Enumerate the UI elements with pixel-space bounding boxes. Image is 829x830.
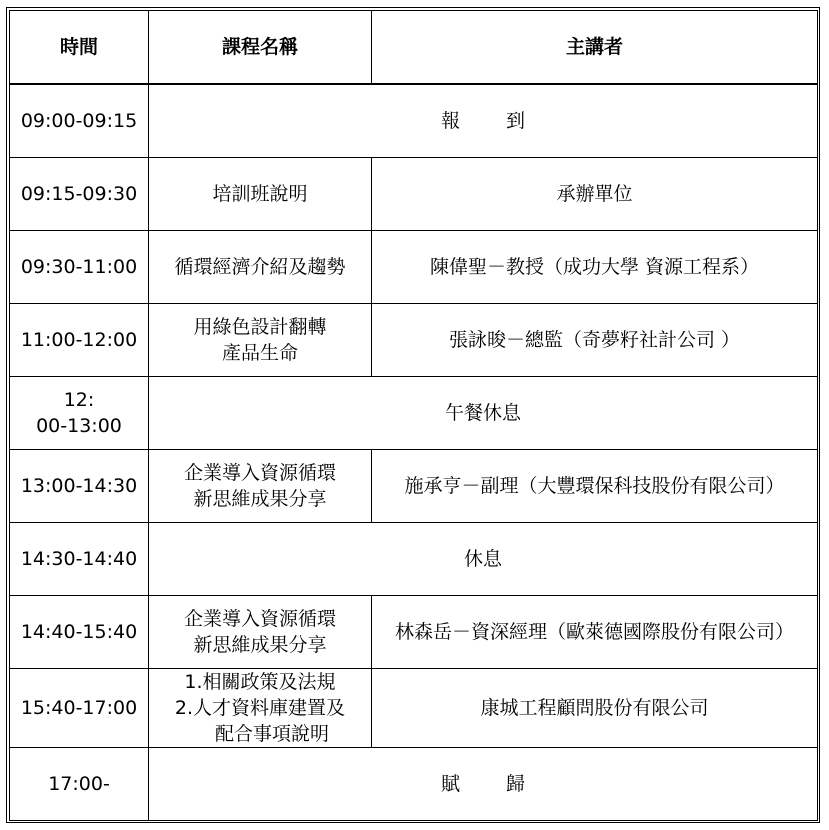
table-row xyxy=(10,376,818,449)
course-line: 新思維成果分享 xyxy=(193,487,327,510)
merged-text-2: 歸 xyxy=(506,772,526,795)
course-line: 產品生命 xyxy=(221,341,298,364)
table-row xyxy=(10,449,818,522)
time-cell: 09:00-09:15 xyxy=(10,84,149,157)
time-cell: 09:15-09:30 xyxy=(10,157,149,230)
table-row xyxy=(10,303,818,376)
merged-cell: 休息 xyxy=(149,522,818,595)
table-row xyxy=(10,522,818,595)
course-cell: 循環經濟介紹及趨勢 xyxy=(149,230,372,303)
time-cell: 11:00-12:00 xyxy=(10,303,149,376)
speaker-cell: 陳偉聖－教授（成功大學 資源工程系） xyxy=(372,230,818,303)
table-row xyxy=(10,230,818,303)
course-cell xyxy=(149,303,372,376)
header-course: 課程名稱 xyxy=(149,11,372,85)
table-row xyxy=(10,595,818,668)
course-cell xyxy=(149,449,372,522)
speaker-cell: 張詠晙－總監（奇夢籽社計公司 ） xyxy=(372,303,818,376)
time-cell: 14:40-15:40 xyxy=(10,595,149,668)
time-line: 00-13:00 xyxy=(36,414,122,437)
time-cell: 17:00- xyxy=(10,747,149,820)
speaker-cell: 林森岳－資深經理（歐萊德國際股份有限公司） xyxy=(372,595,818,668)
merged-cell: 午餐休息 xyxy=(149,376,818,449)
course-cell xyxy=(149,595,372,668)
time-cell xyxy=(10,376,149,449)
course-line: 新思維成果分享 xyxy=(193,633,327,656)
time-cell: 09:30-11:00 xyxy=(10,230,149,303)
table-row xyxy=(10,84,818,157)
time-line: 12: xyxy=(63,388,95,411)
course-line: 用綠色設計翻轉 xyxy=(193,315,327,338)
course-line: 1.相關政策及法規 xyxy=(184,670,336,693)
merged-text-2: 到 xyxy=(506,109,526,132)
table-row xyxy=(10,157,818,230)
speaker-cell: 康城工程顧問股份有限公司 xyxy=(372,668,818,747)
schedule-table xyxy=(9,10,818,821)
merged-cell xyxy=(149,84,818,157)
time-cell: 14:30-14:40 xyxy=(10,522,149,595)
merged-text-1: 賦 xyxy=(440,772,460,795)
speaker-cell: 承辦單位 xyxy=(372,157,818,230)
course-cell: 培訓班說明 xyxy=(149,157,372,230)
header-speaker: 主講者 xyxy=(372,11,818,85)
course-cell xyxy=(149,668,372,747)
course-line: 2.人才資料庫建置及 xyxy=(174,696,346,719)
time-cell: 15:40-17:00 xyxy=(10,668,149,747)
speaker-cell: 施承亨－副理（大豐環保科技股份有限公司） xyxy=(372,449,818,522)
header-time: 時間 xyxy=(10,11,149,85)
table-row xyxy=(10,668,818,747)
time-cell: 13:00-14:30 xyxy=(10,449,149,522)
header-row xyxy=(10,11,818,85)
course-line: 企業導入資源循環 xyxy=(183,607,336,630)
merged-text-1: 報 xyxy=(440,109,460,132)
course-line: 配合事項說明 xyxy=(214,722,329,745)
merged-cell xyxy=(149,747,818,820)
table-row xyxy=(10,747,818,820)
course-line: 企業導入資源循環 xyxy=(183,461,336,484)
